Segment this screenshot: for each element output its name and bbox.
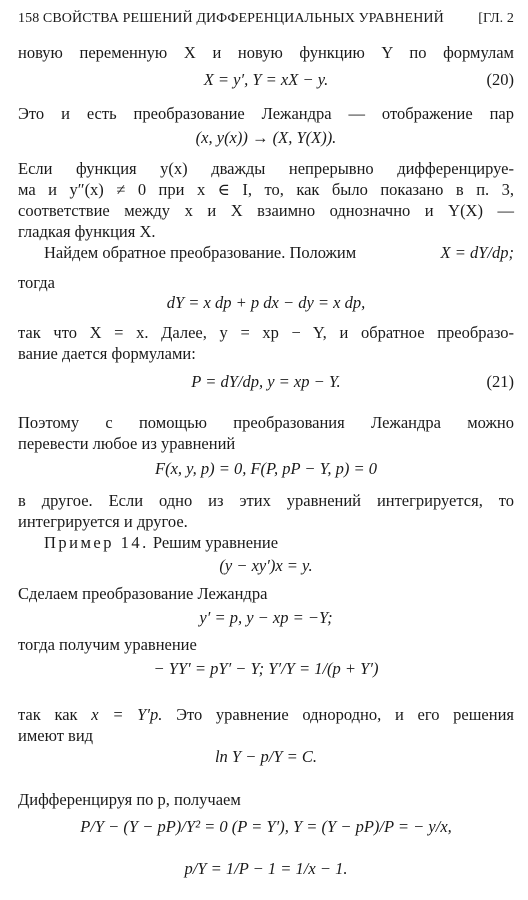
equation-text: (y − xy′)x = y. [219, 556, 313, 575]
paragraph-line: ма и y″(x) ≠ 0 при x ∈ I, то, как было показано в п. 3, [18, 180, 514, 199]
paragraph-line: новую переменную X и новую функцию Y по формулам [18, 43, 514, 62]
equation-text: − YY′ = pY′ − Y; Y′/Y = 1/(p + Y′) [153, 659, 379, 678]
equation-text: P/Y − (Y − pP)/Y² = 0 (P = Y′), Y = (Y − pP)/P = − y/x, [80, 817, 452, 836]
paragraph-line: перевести любое из уравнений [18, 434, 236, 453]
equation-text: p/Y = 1/P − 1 = 1/x − 1. [184, 859, 348, 878]
paragraph-line: тогда получим уравнение [18, 635, 197, 654]
equation-number: (21) [486, 372, 514, 391]
example-label: Пример 14. [44, 533, 149, 552]
paragraph-line: Сделаем преобразование Лежандра [18, 584, 268, 603]
paragraph-line: соответствие между x и X взаимно однозначно и Y(X) — [18, 201, 514, 220]
equation-diff1 [18, 816, 514, 848]
equation-text: dY = x dp + p dx − dy = x dp, [166, 293, 366, 312]
equation-pair [18, 127, 514, 148]
paragraph-line: Это и есть преобразование Лежандра — отображение пар [18, 104, 514, 123]
equation-dY [18, 292, 514, 313]
inline-formula: x = Y′p. [91, 705, 163, 724]
page-number: 158 [18, 11, 40, 26]
paragraph-line: интегрируется и другое. [18, 512, 188, 531]
equation-log-solution [18, 746, 514, 776]
example-text: Решим уравнение [152, 533, 279, 552]
equation-diff2 [18, 858, 514, 888]
equation-transformed [18, 658, 514, 690]
paragraph-line: в другое. Если одно из этих уравнений интегрируется, то [18, 491, 514, 510]
paragraph-line: так что X = x. Далее, y = xp − Y, и обратное преобразо- [18, 323, 514, 342]
paragraph-line: тогда [18, 273, 55, 292]
text: Это уравнение однородно, и его решения [176, 705, 515, 724]
example-heading [18, 532, 514, 553]
inline-formula: X = dY/dp; [440, 243, 514, 262]
paragraph-line: гладкая функция X. [18, 222, 156, 241]
paragraph-line: Если функция y(x) дважды непрерывно дифференцируе- [18, 159, 514, 178]
paragraph-line [18, 242, 514, 274]
equation-legendre [18, 607, 514, 628]
equation-example [18, 555, 514, 576]
equation-text: P = dY/dp, y = xp − Y. [191, 372, 341, 391]
running-header [18, 8, 514, 29]
paragraph-line: Дифференцируя по p, получаем [18, 790, 241, 809]
equation-20 [18, 69, 514, 90]
paragraph-line: Поэтому с помощью преобразования Лежандра можно [18, 413, 514, 432]
equation-number: (20) [486, 70, 514, 89]
chapter-marker: [ГЛ. 2 [478, 11, 514, 26]
equation-21 [18, 371, 514, 401]
equation-implicit [18, 458, 514, 479]
equation-text: (x, y(x)) → (X, Y(X)). [195, 128, 337, 147]
text: Найдем обратное преобразование. Положим [44, 243, 357, 262]
equation-text: X = y′, Y = xX − y. [203, 70, 329, 89]
equation-text: y′ = p, y − xp = −Y; [199, 608, 333, 627]
paragraph-line: имеют вид [18, 726, 94, 745]
paragraph-line: вание дается формулами: [18, 344, 196, 363]
text: так как [18, 705, 78, 724]
running-title: СВОЙСТВА РЕШЕНИЙ ДИФФЕРЕНЦИАЛЬНЫХ УРАВНЕНИЙ [42, 11, 444, 26]
paragraph-line [18, 704, 514, 725]
equation-text: ln Y − p/Y = C. [214, 747, 318, 766]
equation-text: F(x, y, p) = 0, F(P, pP − Y, p) = 0 [155, 459, 377, 478]
